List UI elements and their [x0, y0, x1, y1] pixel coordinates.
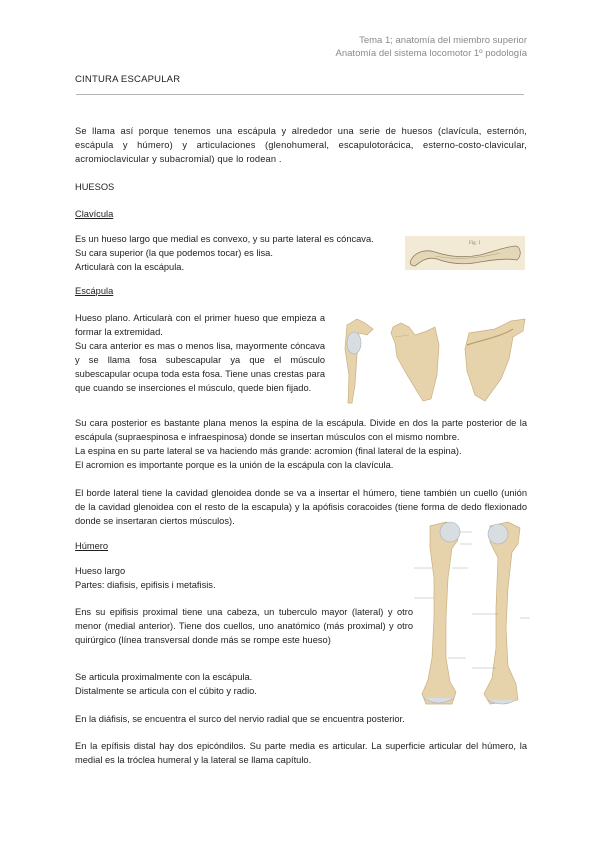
header-line-1: Tema 1; anatomía del miembro superior	[359, 35, 527, 46]
title-divider	[76, 94, 524, 95]
humero-line-4: Distalmente se articula con el cúbito y radio.	[75, 686, 257, 696]
page-header	[336, 34, 527, 60]
escapula-para-4: La espina en su parte lateral se va haciendo más grande: acromion (final lateral de la espina).	[75, 446, 462, 456]
svg-text:Fig. 1: Fig. 1	[469, 241, 481, 246]
humero-line-1: Hueso largo	[75, 566, 126, 576]
clavicula-line-2: Su cara superior (la que podemos tocar) es lisa.	[75, 248, 273, 258]
humero-heading: Húmero	[75, 541, 109, 551]
clavicula-line-3: Articularà con la escápula.	[75, 262, 185, 272]
humerus-image	[412, 518, 532, 716]
clavicula-line-1: Es un hueso largo que medial es convexo, y su parte lateral es cóncava.	[75, 234, 374, 244]
section-heading-huesos: HUESOS	[75, 182, 115, 192]
clavicula-text	[75, 232, 405, 274]
escapula-para-6: El borde lateral tiene la cavidad glenoidea donde se va a insertar el húmero, tiene también un cuello (unión de la cavidad glenoidea con el resto de la escapula) y la apófisis coracoides (tiene forma de dedo flexionado donde se insertaran ciertos músculos).	[75, 488, 527, 526]
clavicle-image	[405, 236, 525, 270]
intro-paragraph: Se llama así porque tenemos una escápula y alrededor una serie de huesos (clavícula, esternón, escápula y húmero) y articulaciones (glenohumeral, escapulotorácica, esterno-costo-clavicular, acromioclavicular y subacromial) que lo rodean .	[75, 126, 527, 164]
humero-para-3: En la epífisis distal hay dos epicóndilos. Su parte media es articular. La superficie articular del húmero, la medial es la tróclea humeral y la lateral se llama capítulo.	[75, 741, 527, 765]
escapula-para-2: Su cara anterior es mas o menos lisa, mayormente cóncava y se llama fosa subescapular ya que el músculo subescapular ocupa toda esta fosa. Tiene unas crestas para que cuando se inserciones el músculo, quede bien fijado.	[75, 341, 325, 393]
humero-line-3: Se articula proximalmente con la escápula.	[75, 672, 253, 682]
escapula-para-3: Su cara posterior es bastante plana menos la espina de la escápula. Divide en dos la parte posterior de la escápula (supraespinosa e infraespinosa) donde se insertan músculos con el mismo nombre.	[75, 418, 527, 442]
clavicula-heading: Clavícula	[75, 209, 114, 219]
header-line-2: Anatomía del sistema locomotor 1º podología	[335, 48, 527, 59]
scapula-image	[335, 315, 530, 407]
page-title: CINTURA ESCAPULAR	[75, 74, 181, 85]
humero-para-2: En la diáfisis, se encuentra el surco del nervio radial que se encuentra posterior.	[75, 714, 405, 724]
humero-para-1: Ens su epifisis proximal tiene una cabeza, un tuberculo mayor (lateral) y otro menor (medial anterior). Tiene dos cuellos, uno anatómico (más proximal) y otro quirúrgico (línea transversal donde más se rompe este hueso)	[75, 607, 413, 645]
escapula-para-5: El acromion es importante porque es la unión de la escápula con la clavícula.	[75, 460, 394, 470]
escapula-para-1: Hueso plano. Articularà con el primer hueso que empieza a formar la extremidad.	[75, 313, 325, 337]
escapula-heading: Escápula	[75, 286, 114, 296]
humero-line-2: Partes: diafisis, epifisis i metafisis.	[75, 580, 216, 590]
